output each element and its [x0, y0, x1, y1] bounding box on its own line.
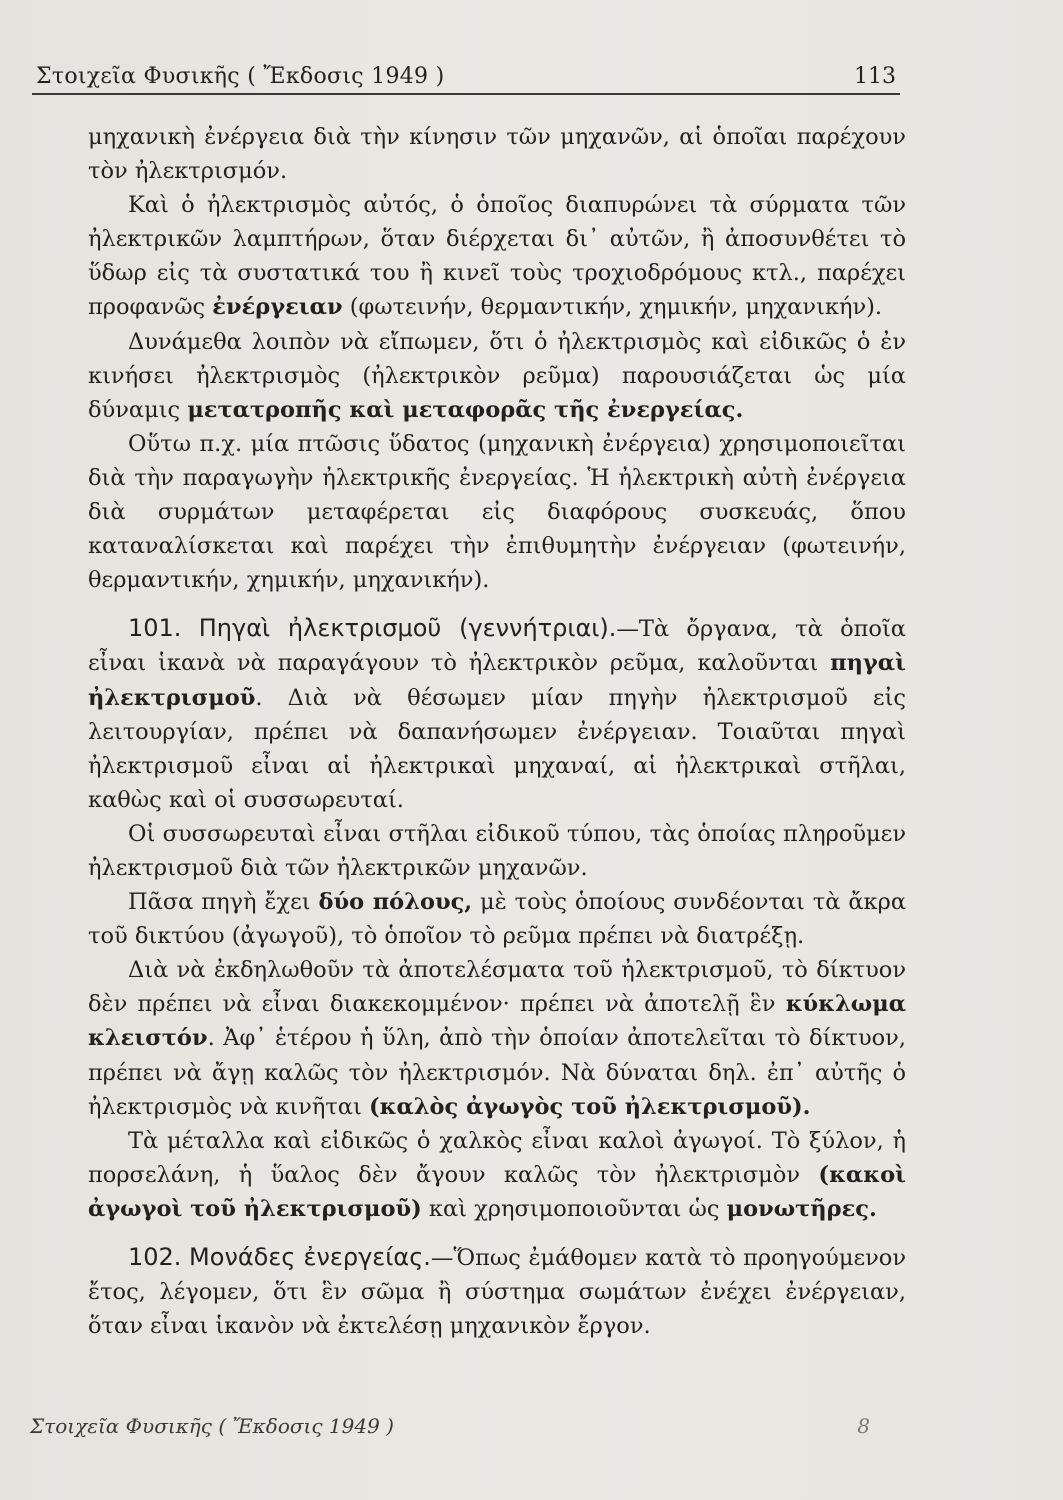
- bold-term-two-poles: δύο πόλους,: [318, 889, 473, 916]
- bold-term-energy: ἐνέργειαν: [212, 294, 343, 321]
- text: Οὕτω π.χ. μία πτῶσις ὕδατος (μηχανικὴ ἐνέργεια) χρησιμοποιεῖται διὰ τὴν παραγωγὴν ἠλεκτρικῆς ἐνεργείας. Ἡ ἠλεκτρικὴ αὐτὴ ἐνέργεια διὰ συρμάτων μεταφέρεται εἰς διαφόρους συσκευάς, ὅπου καταναλίσκεται καὶ παρέχει τὴν ἐπιθυμητὴν ἐνέργειαν (φωτεινήν, θερμαντικήν, χημικήν, μηχανικήν).: [88, 430, 906, 594]
- bold-term-closed-circuit: κύκλωμα κλειστόν: [88, 991, 907, 1052]
- bold-term-conversion: μετατροπῆς καὶ μεταφορᾶς τῆς ἐνεργείας.: [187, 396, 744, 423]
- text: μὲ τοὺς ὁποίους συνδέονται τὰ ἄκρα τοῦ δικτύου (ἀγωγοῦ), τὸ ὁποῖον τὸ ρεῦμα πρέπει νὰ διατρέξῃ.: [88, 889, 907, 950]
- sheet-number: 8: [857, 1414, 870, 1438]
- running-head: [30, 58, 900, 98]
- header-rule: [32, 93, 900, 95]
- text: μηχανικὴ ἐνέργεια διὰ τὴν κίνησιν τῶν μηχανῶν, αἱ ὁποῖαι παρέχουν τὸν ἠλεκτρισμόν.: [88, 124, 906, 185]
- text: Τὰ μέταλλα καὶ εἰδικῶς ὁ χαλκὸς εἶναι καλοὶ ἀγωγοί. Τὸ ξύλον, ἡ πορσελάνη, ἡ ὕαλος δὲν ἄγουν καλῶς τὸν ἠλεκτρισμὸν: [88, 1127, 906, 1188]
- text: (φωτεινήν, θερμαντικήν, χημικήν, μηχανικήν).: [349, 294, 883, 321]
- text: καὶ χρησιμοποιοῦνται ὡς: [428, 1195, 720, 1222]
- paragraph-8: [88, 1124, 906, 1226]
- text: Οἱ συσσωρευταὶ εἶναι στῆλαι εἰδικοῦ τύπου, τὰς ὁποίας πληροῦμεν ἠλεκτρισμοῦ διὰ τῶν ἠλεκτρικῶν μηχανῶν.: [88, 820, 906, 881]
- section-101: [88, 611, 906, 817]
- text: —Ὅπως ἐμάθομεν κατὰ τὸ προηγούμενον ἔτος, λέγομεν, ὅτι ἓν σῶμα ἢ σύστημα σωμάτων ἐνέχει ἐνέργειαν, ὅταν εἶναι ἱκανὸν νὰ ἐκτελέσῃ μηχανικὸν ἔργον.: [88, 1245, 907, 1340]
- section-102: [88, 1240, 906, 1343]
- paragraph-5: [88, 817, 906, 885]
- running-head-title: Στοιχεῖα Φυσικῆς ( Ἔκδοσις 1949 ): [36, 64, 445, 89]
- text: Καὶ ὁ ἠλεκτρισμὸς αὐτός, ὁ ὁποῖος διαπυρώνει τὰ σύρματα τῶν ἠλεκτρικῶν λαμπτήρων, ὅταν διέρχεται δι᾽ αὐτῶν, ἢ ἀποσυνθέτει τὸ ὕδωρ εἰς τὰ συστατικά του ἢ κινεῖ τοὺς τροχιοδρόμους κτλ., παρέχει προφανῶς: [88, 192, 906, 321]
- footer-signature: Στοιχεῖα Φυσικῆς ( Ἔκδοσις 1949 ): [30, 1414, 394, 1438]
- bold-term-sources: πηγαὶ ἠλεκτρισμοῦ: [88, 650, 906, 711]
- bold-term-good-conductor: (καλὸς ἀγωγὸς τοῦ ἠλεκτρισμοῦ).: [368, 1093, 811, 1120]
- text: Διὰ νὰ ἐκδηλωθοῦν τὰ ἀποτελέσματα τοῦ ἠλεκτρισμοῦ, τὸ δίκτυον δὲν πρέπει νὰ εἶναι διακεκομμένον· πρέπει νὰ ἀποτελῇ ἓν: [88, 957, 906, 1018]
- bold-term-insulators: μονωτῆρες.: [726, 1195, 877, 1222]
- section-101-title: Πηγαὶ ἠλεκτρισμοῦ (γεννήτριαι).: [198, 614, 617, 643]
- text: Πᾶσα πηγὴ ἔχει: [128, 889, 311, 916]
- section-102-number: 102.: [128, 1243, 182, 1271]
- section-101-number: 101.: [128, 614, 182, 643]
- body-text: [88, 120, 906, 1343]
- paragraph-7: [88, 953, 906, 1123]
- paragraph-4: [88, 427, 906, 597]
- paragraph-3: [88, 325, 906, 427]
- text: Δυνάμεθα λοιπὸν νὰ εἴπωμεν, ὅτι ὁ ἠλεκτρισμὸς καὶ εἰδικῶς ὁ ἐν κινήσει ἠλεκτρισμὸς (ἠλεκτρικὸν ρεῦμα) παρουσιάζεται ὡς μία δύναμις: [88, 328, 906, 423]
- bold-term-bad-conductors: (κακοὶ ἀγωγοὶ τοῦ ἠλεκτρισμοῦ): [88, 1161, 907, 1222]
- footer: [30, 1410, 870, 1450]
- section-102-title: Μονάδες ἐνεργείας.: [189, 1243, 431, 1271]
- text: . Διὰ νὰ θέσωμεν μίαν πηγὴν ἠλεκτρισμοῦ εἰς λειτουργίαν, πρέπει νὰ δαπανήσωμεν ἐνέργειαν. Τοιαῦται πηγαὶ ἠλεκτρισμοῦ εἶναι αἱ ἠλεκτρικαὶ μηχαναί, αἱ ἠλεκτρικαὶ στῆλαι, καθὼς καὶ οἱ συσσωρευταί.: [88, 684, 906, 813]
- text: —Τὰ ὄργανα, τὰ ὁποῖα εἶναι ἱκανὰ νὰ παραγάγουν τὸ ἠλεκτρικὸν ρεῦμα, καλοῦνται: [88, 616, 906, 677]
- paragraph-1: [88, 120, 906, 188]
- page-number: 113: [854, 64, 896, 89]
- text: . Ἀφ᾽ ἑτέρου ἡ ὕλη, ἀπὸ τὴν ὁποίαν ἀποτελεῖται τὸ δίκτυον, πρέπει νὰ ἄγῃ καλῶς τὸν ἠλεκτρισμόν. Νὰ δύναται δηλ. ἐπ᾽ αὐτῆς ὁ ἠλεκτρισμὸς νὰ κινῆται: [88, 1025, 906, 1120]
- paragraph-6: [88, 885, 906, 953]
- paragraph-2: [88, 188, 906, 324]
